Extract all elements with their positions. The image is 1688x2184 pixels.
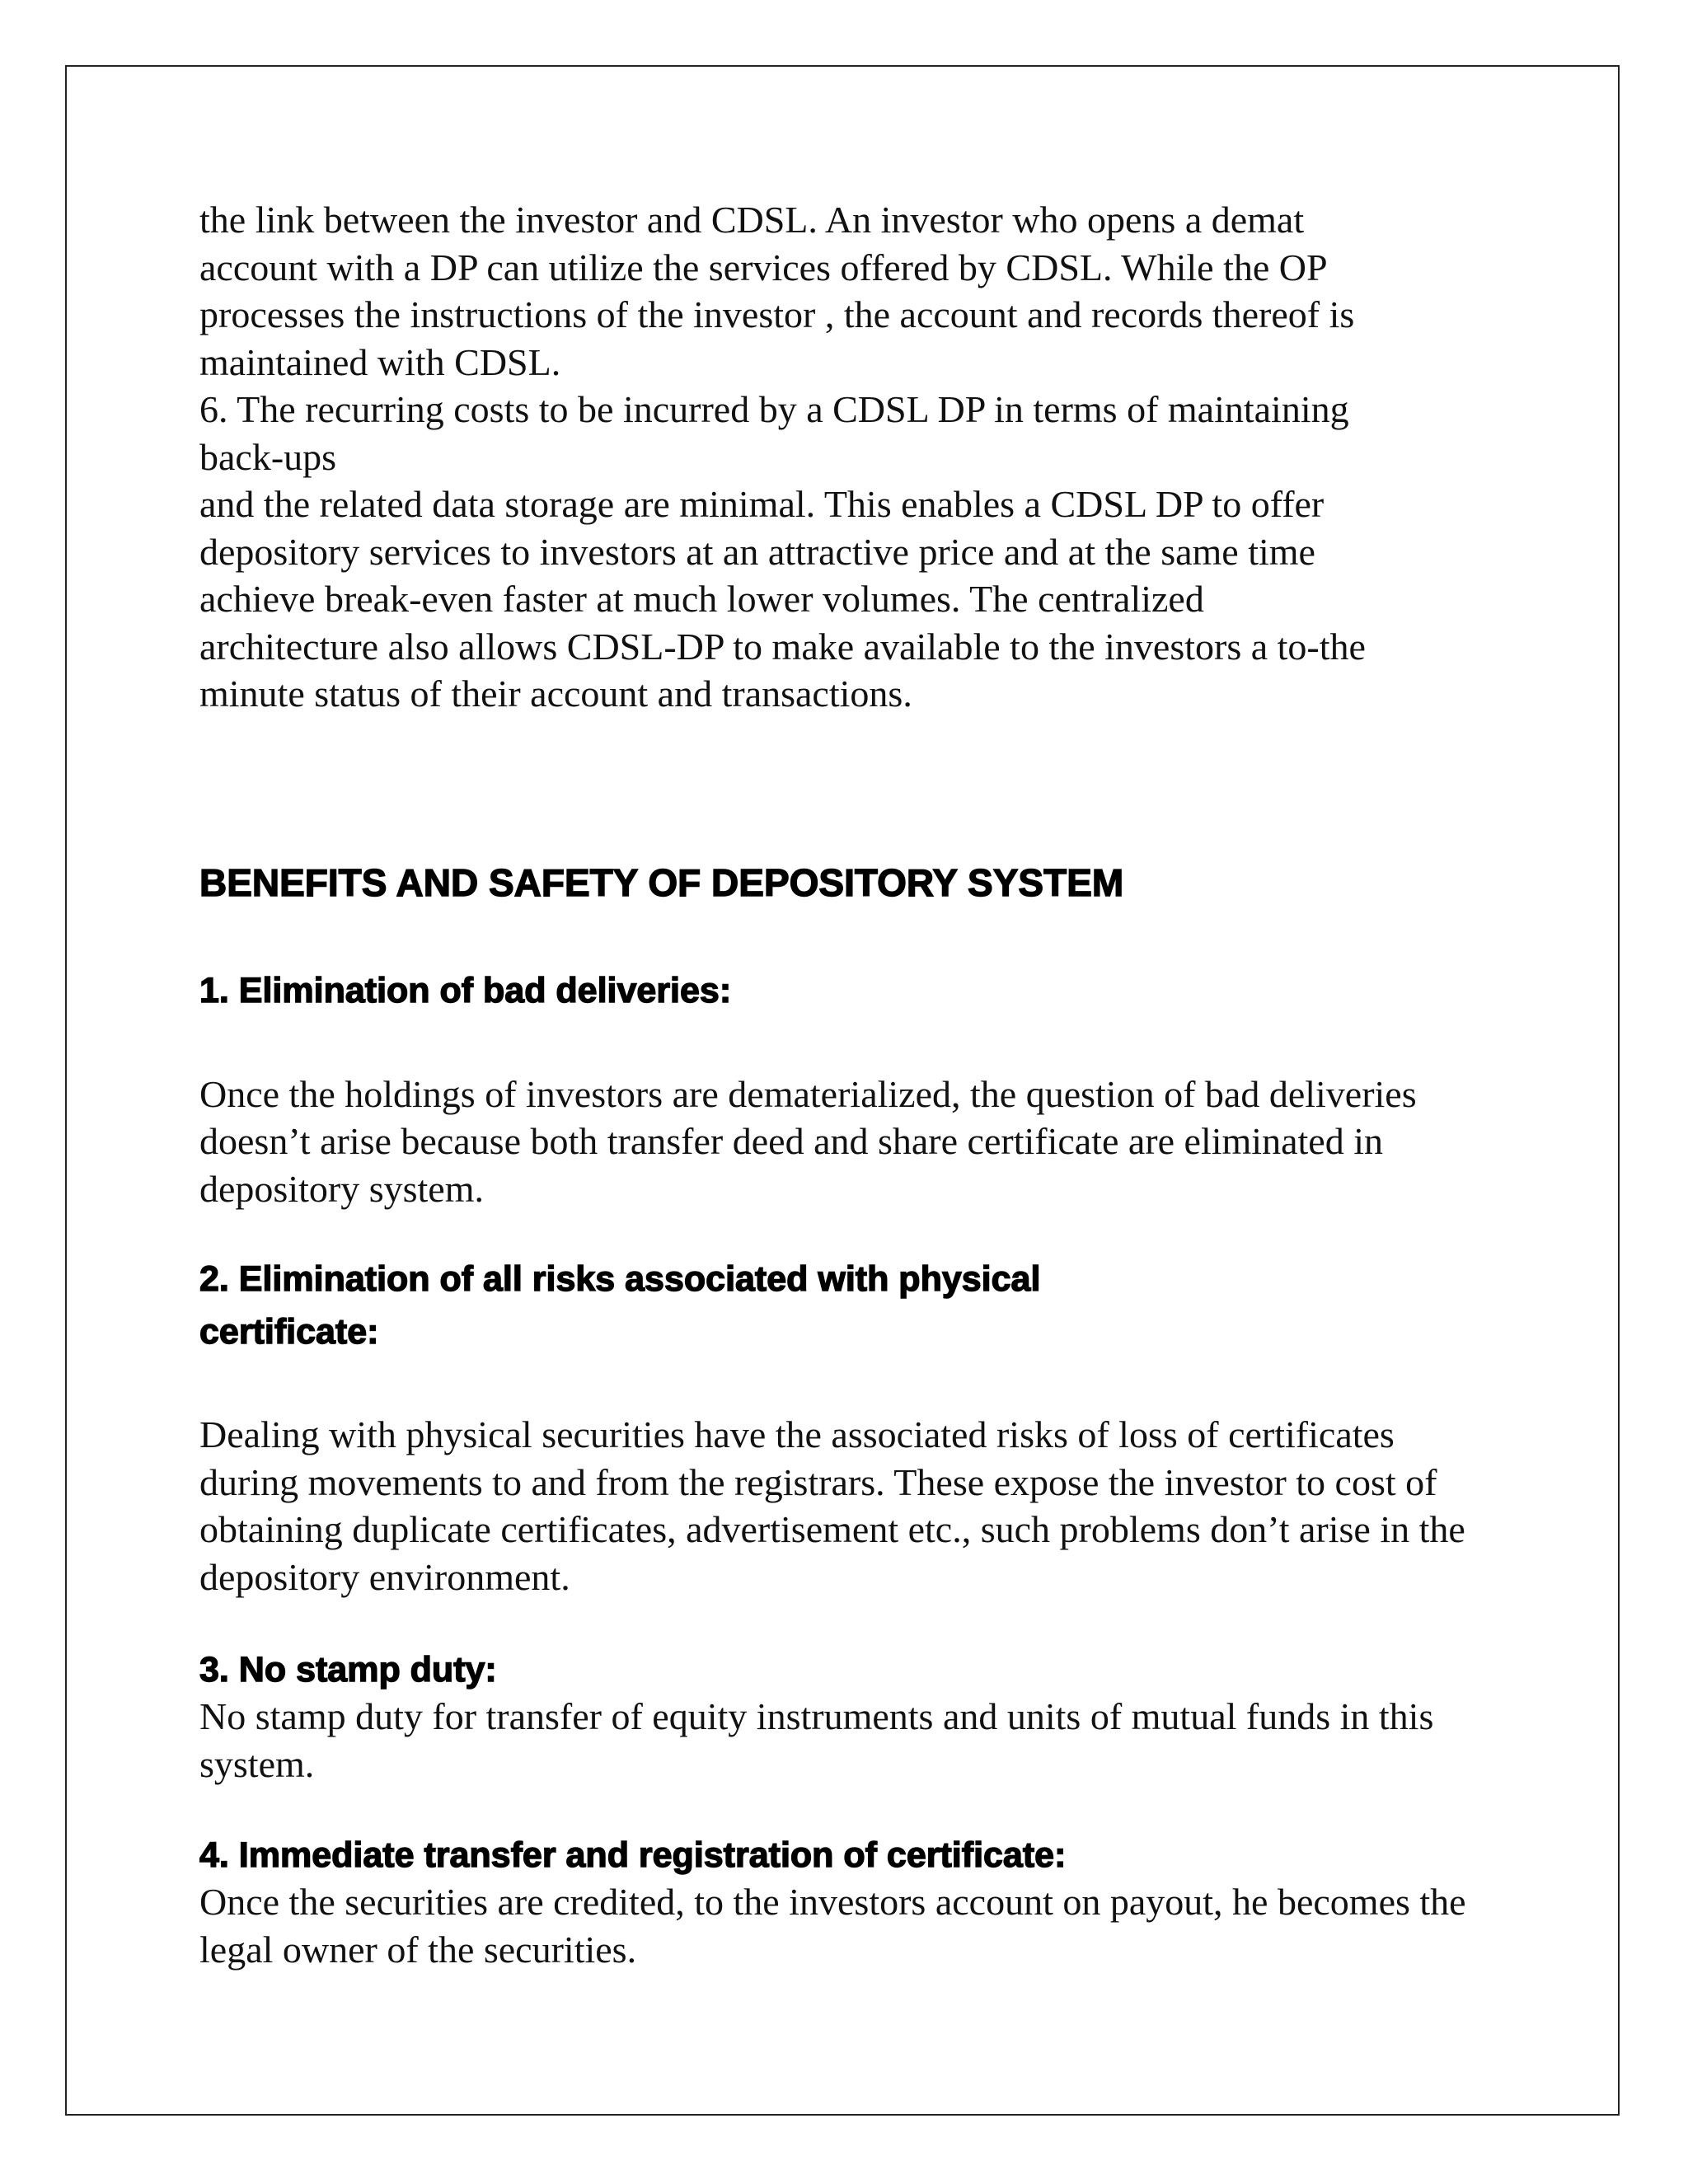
section-body-bad-deliveries	[199, 1071, 1535, 1213]
body-line: No stamp duty for transfer of equity instruments and units of mutual funds in this	[199, 1695, 1434, 1737]
section-heading-line: 4. Immediate transfer and registration of certificate:	[199, 1835, 1067, 1875]
section-heading-line: 1. Elimination of bad deliveries:	[199, 970, 732, 1010]
body-line: legal owner of the securities.	[199, 1928, 637, 1971]
body-line: system.	[199, 1742, 315, 1785]
body-line: depository system.	[199, 1167, 484, 1210]
intro-line: back-ups	[199, 435, 337, 478]
document-content	[199, 196, 1535, 1973]
section-heading-line: certificate:	[199, 1312, 379, 1352]
section-heading-immediate-transfer	[199, 1832, 1535, 1878]
intro-paragraph	[199, 196, 1535, 718]
intro-line: minute status of their account and transactions.	[199, 673, 912, 715]
intro-line: the link between the investor and CDSL. An investor who opens a demat	[199, 199, 1305, 241]
section-body-physical-risks	[199, 1411, 1535, 1601]
intro-line: depository services to investors at an attractive price and at the same time	[199, 530, 1315, 573]
section-body-immediate-transfer	[199, 1878, 1535, 1973]
body-line: obtaining duplicate certificates, advertisement etc., such problems don’t arise in the	[199, 1508, 1465, 1550]
body-line: doesn’t arise because both transfer deed and share certificate are eliminated in	[199, 1120, 1383, 1162]
intro-line: account with a DP can utilize the services offered by CDSL. While the OP	[199, 246, 1328, 288]
section-heading-bad-deliveries	[199, 968, 1535, 1014]
section-heading-stamp-duty	[199, 1647, 1535, 1693]
section-heading-line: 3. No stamp duty:	[199, 1650, 497, 1690]
section-body-stamp-duty	[199, 1693, 1535, 1788]
section-heading-line: 2. Elimination of all risks associated with physical	[199, 1259, 1041, 1299]
body-line: Once the securities are credited, to the investors account on payout, he becomes the	[199, 1881, 1466, 1923]
intro-line: 6. The recurring costs to be incurred by a CDSL DP in terms of maintaining	[199, 388, 1349, 430]
body-line: Dealing with physical securities have the associated risks of loss of certificates	[199, 1413, 1395, 1455]
main-heading: BENEFITS AND SAFETY OF DEPOSITORY SYSTEM	[199, 860, 1124, 904]
section-heading-physical-risks	[199, 1253, 1535, 1358]
body-line: depository environment.	[199, 1555, 570, 1598]
intro-line: maintained with CDSL.	[199, 340, 561, 383]
body-line: during movements to and from the registrars. These expose the investor to cost of	[199, 1460, 1437, 1503]
intro-line: architecture also allows CDSL-DP to make available to the investors a to-the	[199, 625, 1366, 668]
intro-line: achieve break-even faster at much lower volumes. The centralized	[199, 578, 1204, 620]
body-line: Once the holdings of investors are dematerialized, the question of bad deliveries	[199, 1072, 1417, 1115]
intro-line: processes the instructions of the investor , the account and records thereof is	[199, 293, 1355, 335]
intro-line: and the related data storage are minimal. This enables a CDSL DP to offer	[199, 483, 1325, 525]
